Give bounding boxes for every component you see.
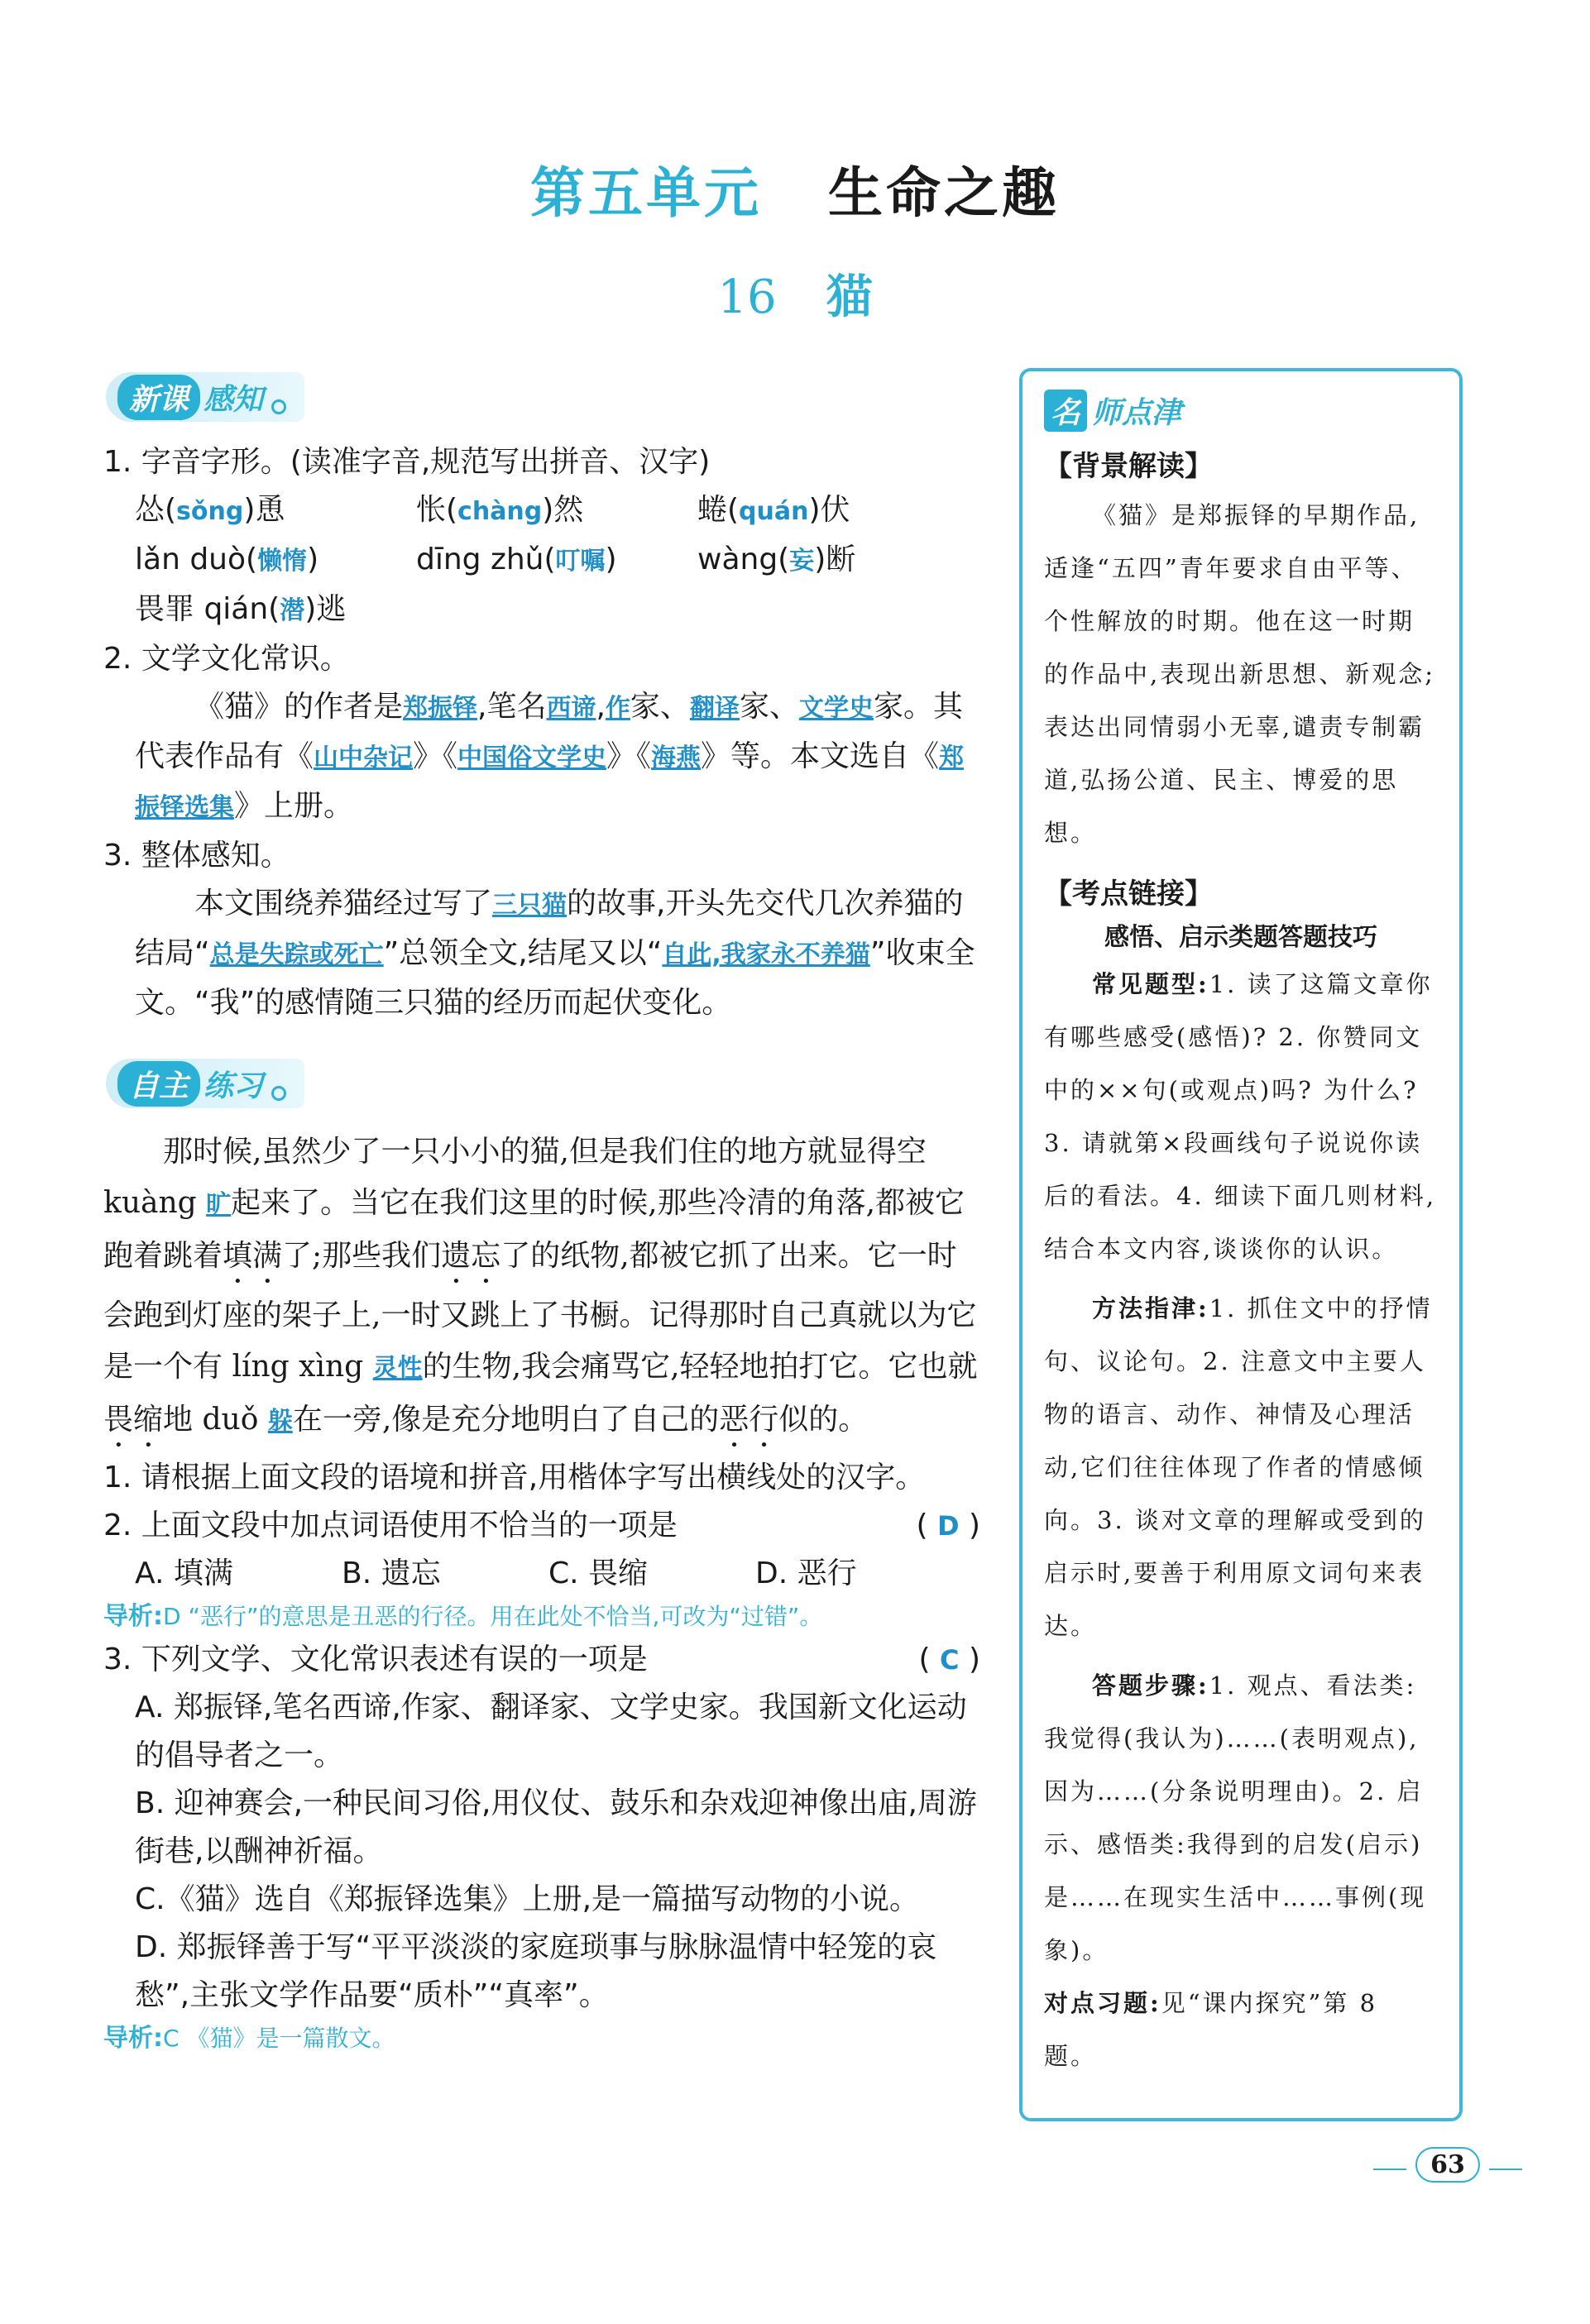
sidebar-badge: 名 bbox=[1044, 390, 1087, 432]
sidebar-methods: 方法指津:1. 抓住文中的抒情句、议论句。2. 注意文中主要人物的语言、动作、神情及心理活动,它们往往体现了作者的情感倾向。3. 谈对文章的理解或受到的启示时,要善于利用原文词句来表达。 bbox=[1044, 1294, 1433, 1640]
reading-passage: 那时候,虽然少了一只小小的猫,但是我们住的地方就显得空 kuàng 旷起来了。当它在我们这里的时候,那些冷清的角落,都被它跑着跳着填满了;那些我们遗忘了的纸物,都被它抓了出来。它一时会跑到灯座的架子上,一时又跳上了书橱。记得那时自己真就以为它是一个有 líng xìng 灵性的生物,我会痛骂它,轻轻地拍打它。它也就畏缩地 duǒ 躲在一旁,像是充分地明白了自己的恶行似的。 bbox=[103, 1135, 978, 1437]
option: D. 恶行 bbox=[755, 1557, 857, 1590]
sidebar-steps: 答题步骤:1. 观点、看法类:我觉得(我认为)……(表明观点),因为……(分条说明理由)。2. 启示、感悟类:我得到的启发(启示)是……在现实生活中……事例(现象)。 bbox=[1044, 1671, 1427, 1964]
q3-stem: 3. 整体感知。 bbox=[103, 839, 290, 873]
q2-body: 《猫》的作者是郑振铎,笔名西谛,作家、翻译家、文学史家。其代表作品有《山中杂记》《中国俗文学史》《海燕》等。本文选自《郑振铎选集》上册。 bbox=[135, 690, 965, 823]
lesson-number: 16 bbox=[717, 270, 777, 324]
practice-q1: 1. 请根据上面文段的语境和拼音,用楷体字写出横线处的汉字。 bbox=[103, 1461, 926, 1494]
q1-item: 怂(sǒng)恿 bbox=[135, 493, 285, 527]
section-banner-practice bbox=[106, 1059, 304, 1108]
banner-part-a: 新课 bbox=[117, 375, 200, 420]
sidebar-question-types: 常见题型:1. 读了这篇文章你有哪些感受(感悟)? 2. 你赞同文中的××句(或观点)吗? 为什么? 3. 请就第×段画线句子说说你读后的看法。4. 细读下面几则材料,结合本文内容,谈谈你的认识。 bbox=[1044, 970, 1437, 1263]
practice-q2-stem: 2. 上面文段中加点词语使用不恰当的一项是 ( D ) bbox=[103, 1509, 980, 1542]
banner-dot-icon bbox=[271, 399, 286, 414]
sidebar-header bbox=[1044, 390, 1438, 432]
practice-q2-analysis: 导析:D “恶行”的意思是丑恶的行径。用在此处不恰当,可改为“过错”。 bbox=[103, 1602, 823, 1631]
option: C.《猫》选自《郑振铎选集》上册,是一篇描写动物的小说。 bbox=[135, 1882, 920, 1916]
banner-part-b: 练习 bbox=[204, 1069, 264, 1103]
q1-row2 bbox=[103, 536, 980, 586]
page-number: 63 bbox=[1373, 2150, 1522, 2179]
banner-dot-icon bbox=[271, 1086, 286, 1101]
unit-label: 第五单元 bbox=[530, 160, 762, 225]
q2-stem: 2. 文学文化常识。 bbox=[103, 642, 350, 676]
unit-title bbox=[0, 149, 1590, 227]
q1-item: lǎn duò(懒惰) bbox=[135, 543, 319, 576]
q1-item: wàng(妄)断 bbox=[697, 543, 856, 576]
sidebar-practice: 对点习题:见“课内探究”第 8 题。 bbox=[1044, 1989, 1378, 2070]
sidebar-title: 师点津 bbox=[1092, 396, 1182, 430]
lesson-title bbox=[0, 261, 1590, 327]
q1-item: 怅(chàng)然 bbox=[416, 493, 584, 527]
lesson-name: 猫 bbox=[826, 270, 873, 324]
option: D. 郑振铎善于写“平平淡淡的家庭琐事与脉脉温情中轻笼的哀愁”,主张文学作品要“质朴”“真率”。 bbox=[135, 1930, 937, 2012]
section1-content bbox=[103, 438, 980, 1027]
practice-q3-stem: 3. 下列文学、文化常识表述有误的一项是 ( C ) bbox=[103, 1643, 980, 1676]
sidebar-background-text: 《猫》是郑振铎的早期作品,适逢“五四”青年要求自由平等、个性解放的时期。他在这一时期的作品中,表现出新思想、新观念;表达出同情弱小无辜,谴责专制霸道,弘扬公道、民主、博爱的思想。 bbox=[1044, 501, 1435, 847]
option: B. 遗忘 bbox=[342, 1557, 441, 1590]
sidebar-section-background: 【背景解读】 bbox=[1044, 450, 1213, 483]
banner-part-a: 自主 bbox=[117, 1061, 200, 1107]
sidebar-subtitle: 感悟、启示类题答题技巧 bbox=[1104, 923, 1377, 952]
option: C. 畏缩 bbox=[548, 1557, 649, 1590]
q1-row1 bbox=[103, 486, 980, 536]
q1-stem: 1. 字音字形。(读准字音,规范写出拼音、汉字) bbox=[103, 445, 711, 479]
practice-q2-answer: D bbox=[936, 1510, 960, 1542]
unit-theme: 生命之趣 bbox=[828, 160, 1060, 225]
practice-q3-answer: C bbox=[940, 1644, 960, 1676]
option: A. 郑振铎,笔名西谛,作家、翻译家、文学史家。我国新文化运动的倡导者之一。 bbox=[135, 1690, 967, 1772]
q1-item: dīng zhǔ(叮嘱) bbox=[416, 543, 617, 576]
section2-content bbox=[103, 1126, 980, 2058]
practice-q2-options bbox=[103, 1550, 980, 1598]
q3-body: 本文围绕养猫经过写了三只猫的故事,开头先交代几次养猫的结局“总是失踪或死亡”总领全文,结尾又以“自此,我家永不养猫”收束全文。“我”的感情随三只猫的经历而起伏变化。 bbox=[135, 887, 975, 1020]
teacher-tips-sidebar bbox=[1019, 368, 1463, 2121]
practice-q3-analysis: 导析:C 《猫》是一篇散文。 bbox=[103, 2024, 395, 2053]
option: A. 填满 bbox=[135, 1557, 233, 1590]
option: B. 迎神赛会,一种民间习俗,用仪仗、鼓乐和杂戏迎神像出庙,周游街巷,以酬神祈福。 bbox=[135, 1786, 977, 1868]
sidebar-section-links: 【考点链接】 bbox=[1044, 877, 1213, 911]
banner-part-b: 感知 bbox=[204, 382, 264, 417]
section-banner-new-lesson bbox=[106, 372, 304, 422]
q1-row3: 畏罪 qián(潜)逃 bbox=[135, 592, 347, 626]
q1-item: 蜷(quán)伏 bbox=[697, 493, 850, 527]
